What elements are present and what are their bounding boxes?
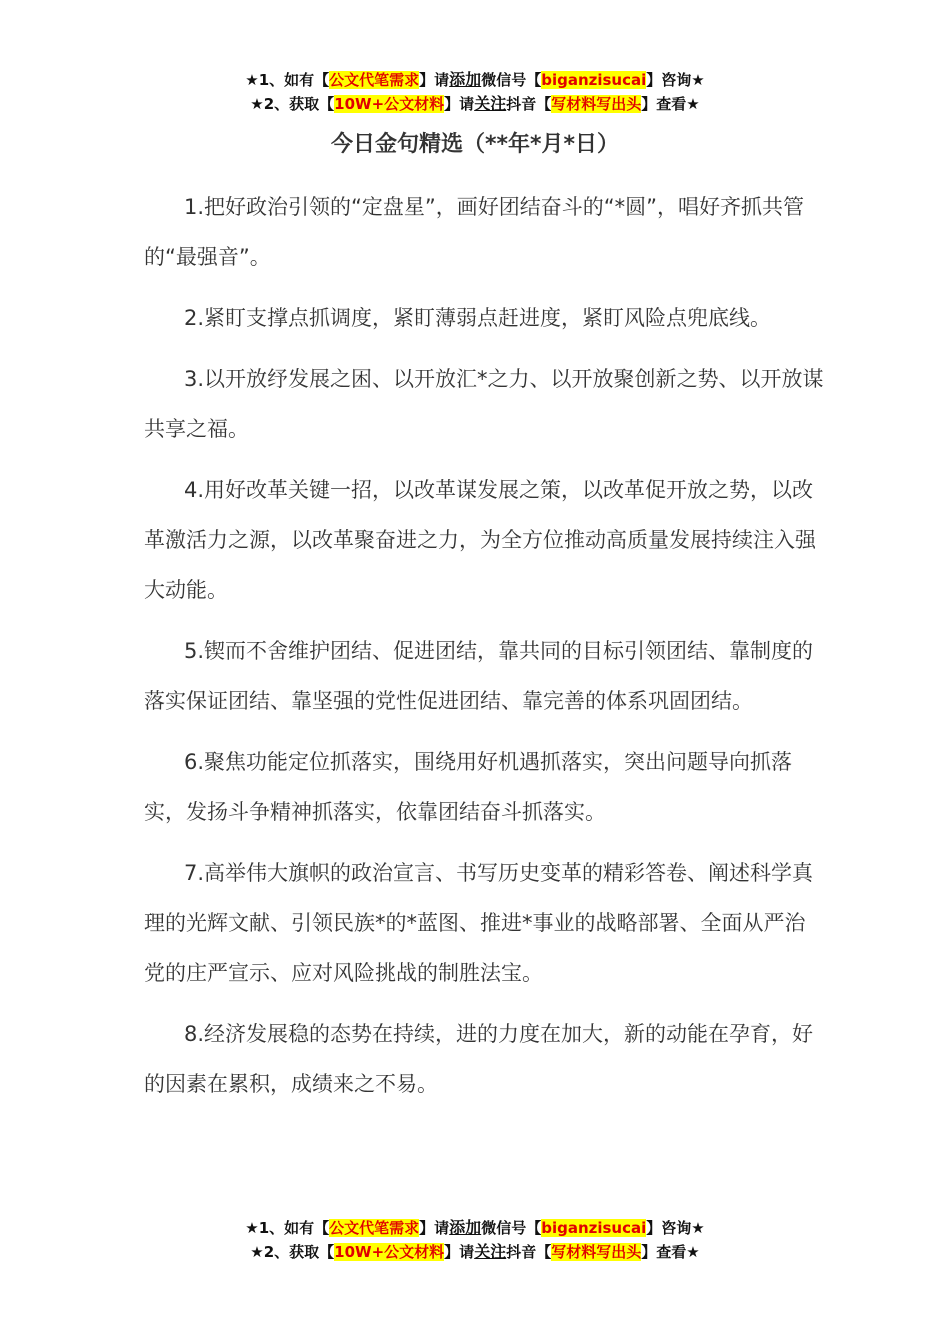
star-icon: ★ [691,71,705,89]
materials-highlight: 10W+公文材料 [334,1243,445,1261]
paragraph: 5.锲而不舍维护团结、促进团结，靠共同的目标引领团结、靠制度的落实保证团结、靠坚强的党性促进团结、靠完善的体系巩固团结。 [144,639,814,713]
materials-highlight: 10W+公文材料 [334,95,445,113]
header-banner [0,68,950,116]
service-highlight: 公文代笔需求 [329,71,420,89]
wechat-id-highlight: biganzisucai [541,1219,647,1237]
paragraph: 2.紧盯支撑点抓调度，紧盯薄弱点赶进度，紧盯风险点兜底线。 [184,306,772,330]
paragraph: 4.用好改革关键一招，以改革谋发展之策，以改革促开放之势，以改革激活力之源，以改革聚奋进之力，为全方位推动高质量发展持续注入强大动能。 [144,478,816,602]
paragraph: 7.高举伟大旗帜的政治宣言、书写历史变革的精彩答卷、阐述科学真理的光辉文献、引领民族*的*蓝图、推进*事业的战略部署、全面从严治党的庄严宣示、应对风险挑战的制胜法宝。 [144,861,814,985]
service-highlight: 公文代笔需求 [329,1219,420,1237]
paragraph: 1.把好政治引领的“定盘星”，画好团结奋斗的“*圆”，唱好齐抓共管的“最强音”。 [144,195,805,269]
document-body [144,182,824,1120]
star-icon: ★ [686,1243,700,1261]
wechat-id-highlight: biganzisucai [541,71,647,89]
add-emphasis: 添加 [449,70,482,89]
follow-emphasis: 关注 [474,1242,507,1261]
footer-banner [0,1216,950,1264]
paragraph: 3.以开放纾发展之困、以开放汇*之力、以开放聚创新之势、以开放谋共享之福。 [144,367,824,441]
douyin-account-highlight: 写材料写出头 [551,1243,642,1261]
star-icon: ★ [691,1219,705,1237]
paragraph: 8.经济发展稳的态势在持续，进的力度在加大，新的动能在孕育，好的因素在累积，成绩来之不易。 [144,1022,814,1096]
banner-line-1: ★1、如有【公文代笔需求】请添加微信号【biganzisucai】咨询★ [245,70,705,89]
star-icon: ★ [245,71,259,89]
banner-line-2: ★2、获取【10W+公文材料】请关注抖音【写材料写出头】查看★ [250,94,700,113]
follow-emphasis: 关注 [474,94,507,113]
douyin-account-highlight: 写材料写出头 [551,95,642,113]
banner-line-1: ★1、如有【公文代笔需求】请添加微信号【biganzisucai】咨询★ [245,1218,705,1237]
star-icon: ★ [250,1243,264,1261]
star-icon: ★ [245,1219,259,1237]
banner-line-2: ★2、获取【10W+公文材料】请关注抖音【写材料写出头】查看★ [250,1242,700,1261]
paragraph: 6.聚焦功能定位抓落实，围绕用好机遇抓落实，突出问题导向抓落实，发扬斗争精神抓落实，依靠团结奋斗抓落实。 [144,750,793,824]
add-emphasis: 添加 [449,1218,482,1237]
star-icon: ★ [250,95,264,113]
star-icon: ★ [686,95,700,113]
page-title: 今日金句精选（**年*月*日） [330,132,620,157]
